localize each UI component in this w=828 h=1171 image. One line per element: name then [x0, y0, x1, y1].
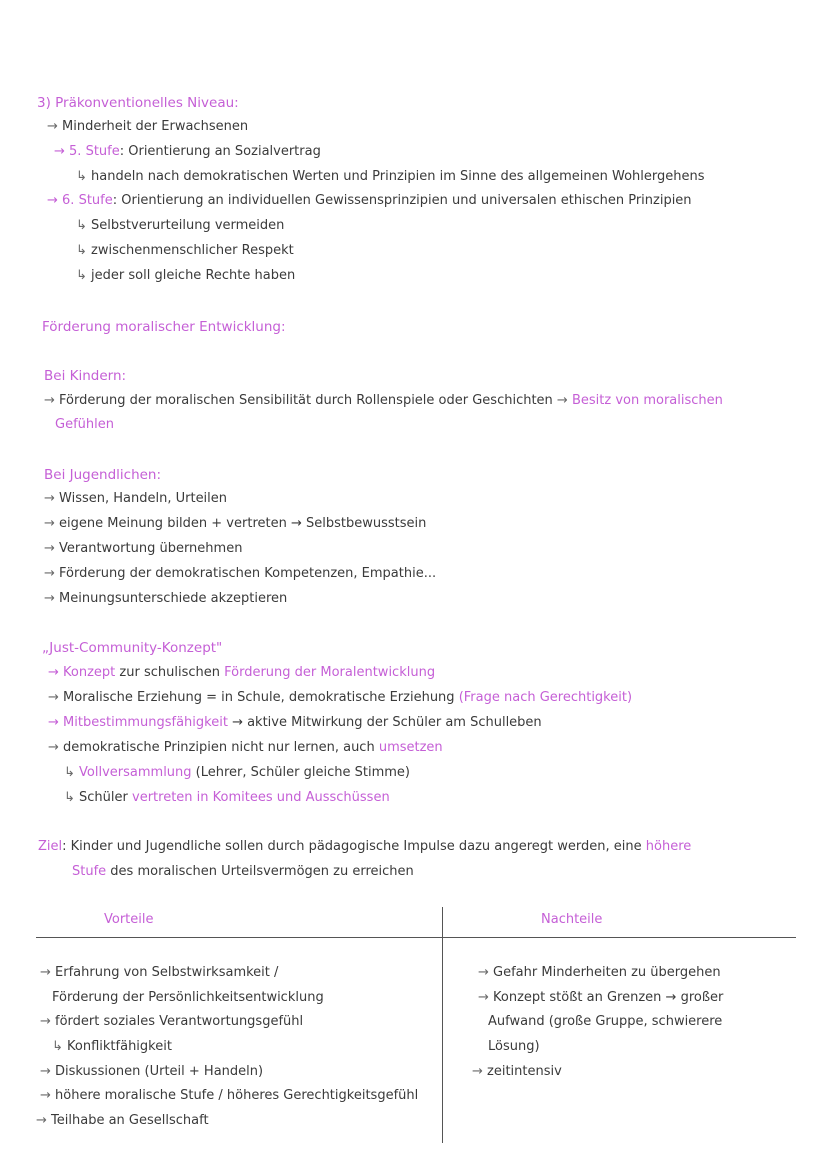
list-item: → Teilhabe an Gesellschaft — [36, 1113, 209, 1128]
arrow-icon: → — [44, 566, 60, 581]
list-item: → demokratische Prinzipien nicht nur lernen, auch umsetzen — [48, 740, 443, 755]
arrow-icon: → — [48, 740, 64, 755]
list-item: ↳ jeder soll gleiche Rechte haben — [76, 268, 296, 283]
list-item-continued: Lösung) — [488, 1039, 540, 1054]
arrow-icon: → — [47, 193, 63, 208]
list-item: ↳ Schüler vertreten in Komitees und Ausschüssen — [64, 790, 390, 805]
list-item: → 5. Stufe: Orientierung an Sozialvertrag — [54, 144, 321, 159]
arrow-icon: → — [40, 1088, 56, 1103]
arrow-icon: → — [40, 1014, 56, 1029]
list-item: → Förderung der demokratischen Kompetenzen, Empathie... — [44, 566, 437, 581]
ziel-line-2: Stufe des moralischen Urteilsvermögen zu erreichen — [72, 864, 414, 879]
arrow-icon: → — [44, 491, 60, 506]
list-item: → Förderung der moralischen Sensibilität durch Rollenspiele oder Geschichten → Besitz von moralischen — [44, 393, 723, 408]
list-item: → Minderheit der Erwachsenen — [47, 119, 249, 134]
list-item: → Mitbestimmungsfähigkeit → aktive Mitwirkung der Schüler am Schulleben — [48, 715, 542, 730]
sub-arrow-icon: ↳ — [64, 765, 80, 780]
list-item: → Konzept zur schulischen Förderung der Moralentwicklung — [48, 665, 436, 680]
list-item: ↳ Selbstverurteilung vermeiden — [76, 218, 285, 233]
list-item: → Moralische Erziehung = in Schule, demokratische Erziehung (Frage nach Gerechtigkeit) — [48, 690, 633, 705]
arrow-icon: → — [44, 516, 60, 531]
list-item: → zeitintensiv — [472, 1064, 562, 1079]
sub-arrow-icon: ↳ — [64, 790, 80, 805]
sub-arrow-icon: ↳ — [76, 218, 92, 233]
arrow-icon: → — [44, 541, 60, 556]
arrow-icon: → — [54, 144, 70, 159]
arrow-icon: → — [48, 690, 64, 705]
jc-title: „Just-Community-Konzept" — [42, 640, 223, 656]
list-item: → fördert soziales Verantwortungsgefühl — [40, 1014, 304, 1029]
list-item: → höhere moralische Stufe / höheres Gerechtigkeitsgefühl — [40, 1088, 419, 1103]
list-item-continued: Aufwand (große Gruppe, schwierere — [488, 1014, 723, 1029]
vorteile-header: Vorteile — [104, 912, 154, 927]
kinder-title: Bei Kindern: — [44, 368, 127, 384]
table-divider-vertical — [442, 907, 443, 1143]
jugend-title: Bei Jugendlichen: — [44, 467, 162, 483]
arrow-icon: → — [44, 393, 60, 408]
sub-arrow-icon: ↳ — [76, 243, 92, 258]
list-item: → Konzept stößt an Grenzen → großer — [478, 990, 724, 1005]
list-item: ↳ Konfliktfähigkeit — [52, 1039, 172, 1054]
list-item: → Erfahrung von Selbstwirksamkeit / — [40, 965, 279, 980]
list-item: → Diskussionen (Urteil + Handeln) — [40, 1064, 264, 1079]
ziel-line-1: Ziel: Kinder und Jugendliche sollen durch pädagogische Impulse dazu angeregt werden, eine höhere — [38, 839, 692, 854]
arrow-icon: → — [36, 1113, 52, 1128]
list-item: → Wissen, Handeln, Urteilen — [44, 491, 228, 506]
list-item: → 6. Stufe: Orientierung an individuellen Gewissensprinzipien und universalen ethischen Prinzipien — [47, 193, 692, 208]
section-3-title: 3) Präkonventionelles Niveau: — [37, 95, 239, 111]
sub-arrow-icon: ↳ — [76, 268, 92, 283]
list-item: → Gefahr Minderheiten zu übergehen — [478, 965, 721, 980]
arrow-icon: → — [472, 1064, 488, 1079]
sub-arrow-icon: ↳ — [52, 1039, 68, 1054]
list-item-continued: Gefühlen — [55, 417, 114, 432]
arrow-icon: → — [478, 965, 494, 980]
arrow-icon: → — [48, 665, 64, 680]
list-item: ↳ zwischenmenschlicher Respekt — [76, 243, 294, 258]
table-divider-horizontal — [36, 937, 796, 938]
list-item: → Verantwortung übernehmen — [44, 541, 243, 556]
list-item-continued: Förderung der Persönlichkeitsentwicklung — [52, 990, 324, 1005]
arrow-icon: → — [40, 1064, 56, 1079]
nachteile-header: Nachteile — [541, 912, 603, 927]
list-item: ↳ handeln nach demokratischen Werten und Prinzipien im Sinne des allgemeinen Wohlergehens — [76, 169, 705, 184]
arrow-icon: → — [47, 119, 63, 134]
list-item: ↳ Vollversammlung (Lehrer, Schüler gleiche Stimme) — [64, 765, 410, 780]
arrow-icon: → — [478, 990, 494, 1005]
arrow-icon: → — [48, 715, 64, 730]
list-item: → eigene Meinung bilden + vertreten → Selbstbewusstsein — [44, 516, 427, 531]
sub-arrow-icon: ↳ — [76, 169, 92, 184]
arrow-icon: → — [40, 965, 56, 980]
arrow-icon: → — [44, 591, 60, 606]
list-item: → Meinungsunterschiede akzeptieren — [44, 591, 288, 606]
foerderung-title: Förderung moralischer Entwicklung: — [42, 319, 286, 335]
